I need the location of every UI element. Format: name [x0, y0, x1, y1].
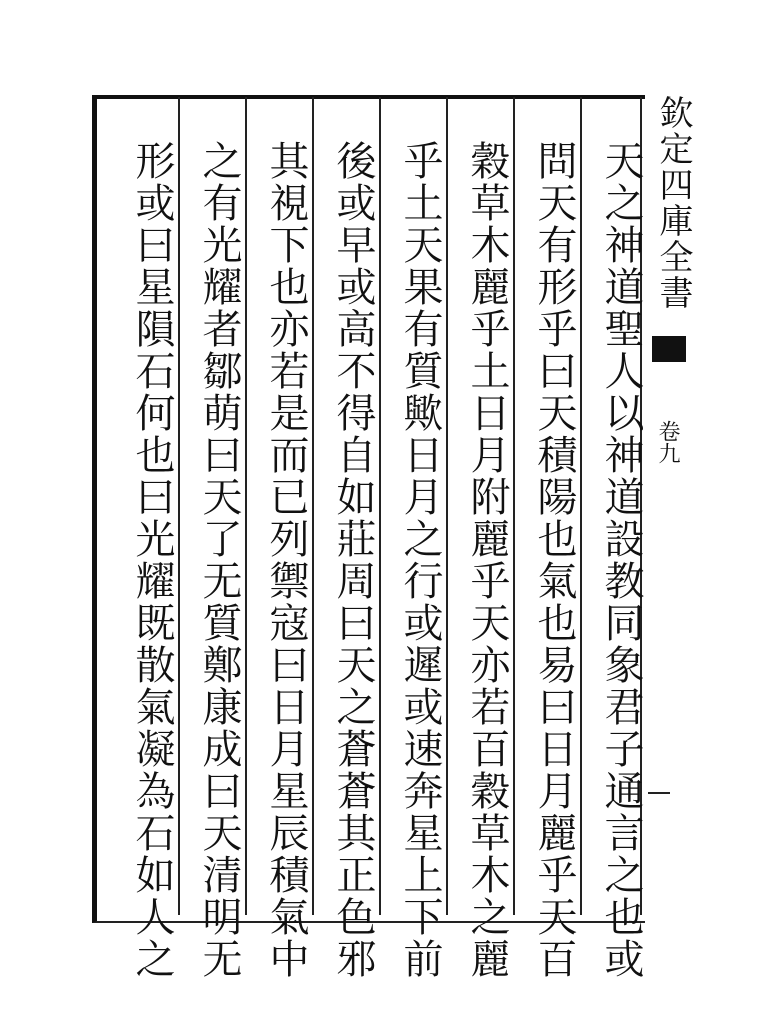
text-column: 穀草木麗乎土日月附麗乎天亦若百穀草木之麗 [464, 140, 510, 980]
column-divider [379, 97, 381, 915]
book-title: 欽定四庫全書 [653, 95, 693, 311]
fish-tail-mark [652, 336, 686, 362]
column-divider [178, 97, 180, 915]
text-column: 天之神道聖人以神道設教同象君子通言之也或 [598, 140, 644, 980]
text-column: 其視下也亦若是而已列禦寇曰日月星辰積氣中 [263, 140, 309, 980]
text-column: 乎土天果有質歟日月之行或遲或速奔星上下前 [397, 140, 443, 980]
text-column: 後或早或高不得自如莊周曰天之蒼蒼其正色邪 [330, 140, 376, 980]
text-column: 問天有形乎曰天積陽也氣也易曰日月麗乎天百 [531, 140, 577, 980]
column-divider [245, 97, 247, 915]
text-column: 形或曰星隕石何也曰光耀既散氣凝為石如人之 [129, 140, 175, 980]
column-divider [513, 97, 515, 915]
column-divider [446, 97, 448, 915]
column-divider [580, 97, 582, 915]
column-divider [312, 97, 314, 915]
text-column: 之有光耀者鄒萌曰天了无質鄭康成曰天清明无 [196, 140, 242, 980]
volume-label: 卷九 [655, 420, 680, 464]
edge-mark [648, 792, 670, 794]
